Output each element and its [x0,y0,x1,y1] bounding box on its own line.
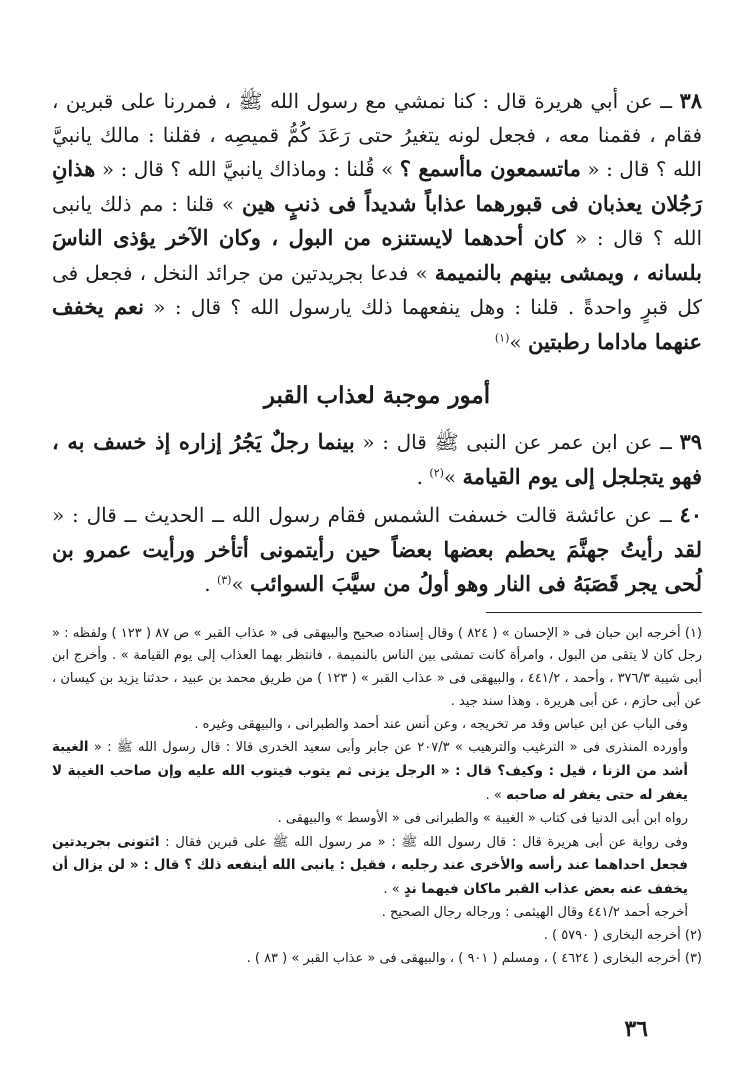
section-heading: أمور موجبة لعذاب القبر [263,382,491,409]
hadith-38 [52,84,702,359]
footnotes [52,623,702,971]
footnote-1-cont [52,831,702,902]
hadith-text: » [509,329,528,354]
hadith-text: » قُلنا : وماذاك يانبيَّ الله ؟ قال : « [95,157,400,181]
hadith-39 [52,425,702,494]
footnote-1-cont: أخرجه أحمد ٤٤١/٢ وقال الهيثمى : ورجاله رجال الصحيح . [381,905,688,921]
hadith-number: ٤٠ [679,502,702,527]
footnote-quote: ائتونى بجريدتين فجعل احداهما عند رأسه والأخرى عند رجليه ، فقيل : يانبى الله أينفعه ذلك ؟ قال : « لن يزال أن يخفف عنه بعض عذاب القبر ماكان فيهما ندٍ [52,833,688,898]
hadith-text: » [231,572,251,596]
footnote-marker: (١) [494,330,510,344]
footnote-1: (١) أخرجه ابن حبان فى « الإحسان » ( ٨٢٤ ) وقال إسناده صحيح والبيهقى فى « عذاب القبر » ص ٨٧ ( ١٢٣ ) ولفظه : « رجل كان لا يتقى من البول ، وامرأة كانت تمشى بين الناس بالنميمة ، فانتظر بهما العذاب إلى يوم القيامة » . وأخرج ابن أبى شيبة ٣٧٦/٣ ، وأحمد ، ٤٤١/٢ ، والبيهقى فى « عذاب القبر » ( ١٢٣ ) من طريق محمد بن عبيد ، حدثنا يزيد بن كيسان ، عن أبى حازم ، عن أبى هريرة . وهذا سند جيد . [52,625,702,709]
hadith-text: . [416,464,430,489]
hadith-number: ٣٩ [679,429,702,454]
page-number: ٣٦ [624,1016,648,1042]
footnote-marker: (٣) [216,573,232,587]
hadith-text: ــ عن ابن عمر عن النبى ﷺ قال : « [354,430,680,454]
hadith-text: . [204,572,217,596]
hadith-quote: نعم يخفف عنهما ماداما رطبتين [52,294,702,354]
hadith-40 [52,498,702,602]
footnote-marker: (٢) [429,465,444,479]
hadith-text: ــ عن أبي هريرة قال : كنا نمشي مع رسول الله ﷺ ، فمررنا على قبرين ، فقام ، فقمنا معه ، فجعل لونه يتغيرُ حتى رَعَدَ كُمُّ قميصِه ، فقلنا : مالك يانبيَّ الله ؟ قال : « [52,89,702,181]
footnote-1-cont: وفى الباب عن ابن عباس وقد مر تخريجه ، وعن أنس عند أحمد والطبرانى ، والبيهقى وغيره . [194,716,688,732]
hadith-number: ٣٨ [679,88,702,113]
hadith-text: » [443,464,463,489]
hadith-text: ــ عن عائشة قالت خسفت الشمس فقام رسول الله ــ الحديث ــ قال : « [52,503,680,527]
footnote-divider [486,612,702,613]
footnote-1-cont: رواه ابن أبى الدنيا فى كتاب « الغيبة » والطبرانى فى « الأوسط » والبيهقى . [277,810,688,826]
footnote-quote: الغيبة أشد من الزنا ، قيل : وكيف؟ قال : « الرجل يزنى ثم يتوب فيتوب الله عليه وإن صاحب الغيبة لا يغفر له حتى يغفر له صاحبه [52,739,688,804]
footnote-text: وفى رواية عن أبى هريرة قال : قال رسول الله ﷺ : « مر رسول الله ﷺ على قبرين فقال : [159,834,688,850]
hadith-quote: كان أحدهما لايستنزه من البول ، وكان الآخر يؤذى الناسَ بلسانه ، ويمشى بينهم بالنميمة [52,225,702,285]
hadith-text: » فدعا بجريدتين من جرائد النخل ، فجعل فى كل قبرٍ واحدةً . قلنا : وهل ينفعهما ذلك يارسول الله ؟ قال : « [52,260,703,319]
hadith-quote: هذانِ رَجُلان يعذبان فى قبورهما عذاباً شديداً فى ذنبٍ هين [52,156,702,216]
footnote-2: (٢) أخرجه البخارى ( ٥٧٩٠ ) . [543,927,702,943]
hadith-text: » قلنا : مم ذلك يانبى الله ؟ قال : « [52,191,703,250]
footnote-text: وأورده المنذرى فى « الترغيب والترهيب » ٢٠٧/٣ عن جابر وأبى سعيد الخدرى قالا : قال رسول الله ﷺ : « [88,740,689,756]
footnote-3: (٣) أخرجه البخارى ( ٤٦٢٤ ) ، ومسلم ( ٩٠١ ) ، والبيهقى فى « عذاب القبر » ( ٨٣ ) . [246,950,702,966]
book-page [52,84,702,1044]
hadith-quote: ماتسمعون ماأسمع ؟ [399,156,581,181]
footnote-text: » . [383,882,404,898]
footnote-text: » . [485,788,506,804]
hadith-quote: بينما رجلٌ يَجُرُ إزاره إذ خسف به ، فهو يتجلجل إلى يوم القيامة [52,429,702,489]
footnote-1-cont [52,736,702,807]
hadith-quote: لقد رأيتُ جهنَّمَ يحطم بعضها بعضاً حين رأيتمونى أتأخر ورأيت عمرو بن لُحى يجر قَصَبَهُ فى النار وهو أولُ من سيَّبَ السوائب [52,536,702,596]
